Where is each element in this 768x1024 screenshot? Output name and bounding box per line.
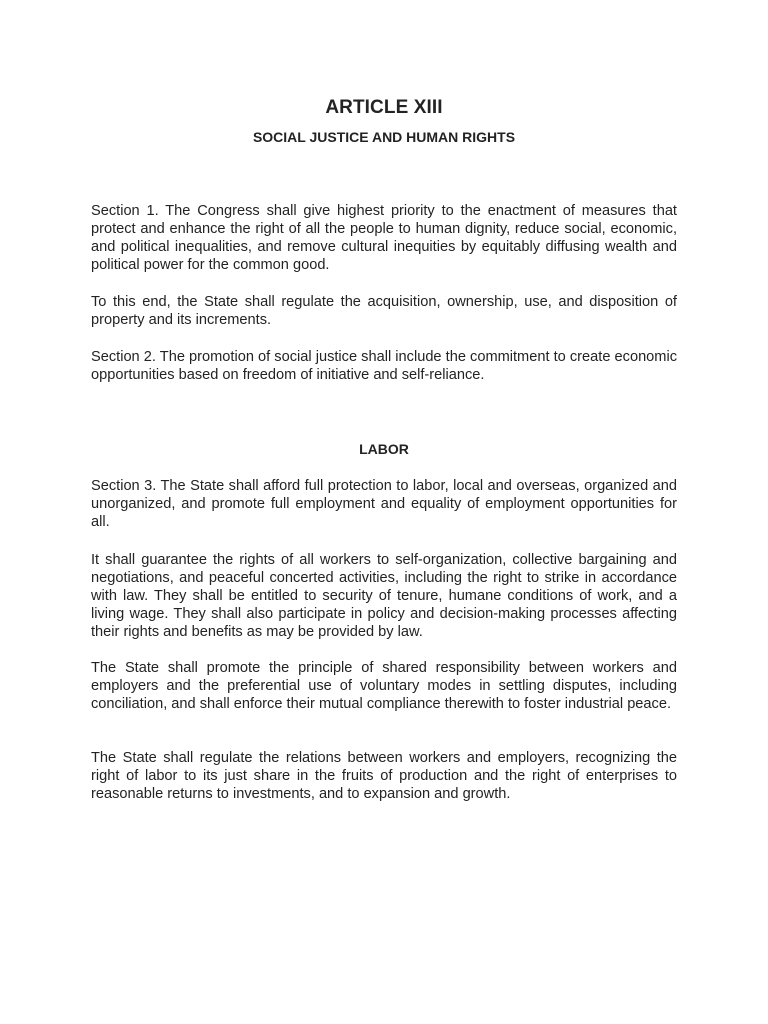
worker-employer-relations-paragraph: The State shall regulate the relations between workers and employers, recognizing the right of labor to its just share in the fruits of production and the right of enterprises to reasonable returns to investments, and to expansion and growth. [91,750,677,802]
shared-responsibility-paragraph: The State shall promote the principle of shared responsibility between workers and employers and the preferential use of voluntary modes in settling disputes, including conciliation, and shall enforce their mutual compliance therewith to foster industrial peace. [91,660,677,712]
section-1-regulation-paragraph: To this end, the State shall regulate the acquisition, ownership, use, and disposition of property and its increments. [91,294,677,328]
article-title: ARTICLE XIII [325,97,443,118]
article-subtitle: SOCIAL JUSTICE AND HUMAN RIGHTS [252,129,516,145]
section-1-paragraph: Section 1. The Congress shall give highest priority to the enactment of measures that protect and enhance the right of all the people to human dignity, reduce social, economic, and political inequalities, and remove cultural inequities by equitably diffusing wealth and political power for the common good. [91,203,677,273]
section-2-paragraph: Section 2. The promotion of social justice shall include the commitment to create economic opportunities based on freedom of initiative and self-reliance. [91,349,677,383]
workers-rights-paragraph: It shall guarantee the rights of all workers to self-organization, collective bargaining and negotiations, and peaceful concerted activities, including the right to strike in accordance with law. They shall be entitled to security of tenure, humane conditions of work, and a living wage. They shall also participate in policy and decision-making processes affecting their rights and benefits as may be provided by law. [91,552,677,640]
labor-heading: LABOR [359,441,409,457]
section-3-paragraph: Section 3. The State shall afford full protection to labor, local and overseas, organized and unorganized, and promote full employment and equality of employment opportunities for all. [91,478,677,530]
